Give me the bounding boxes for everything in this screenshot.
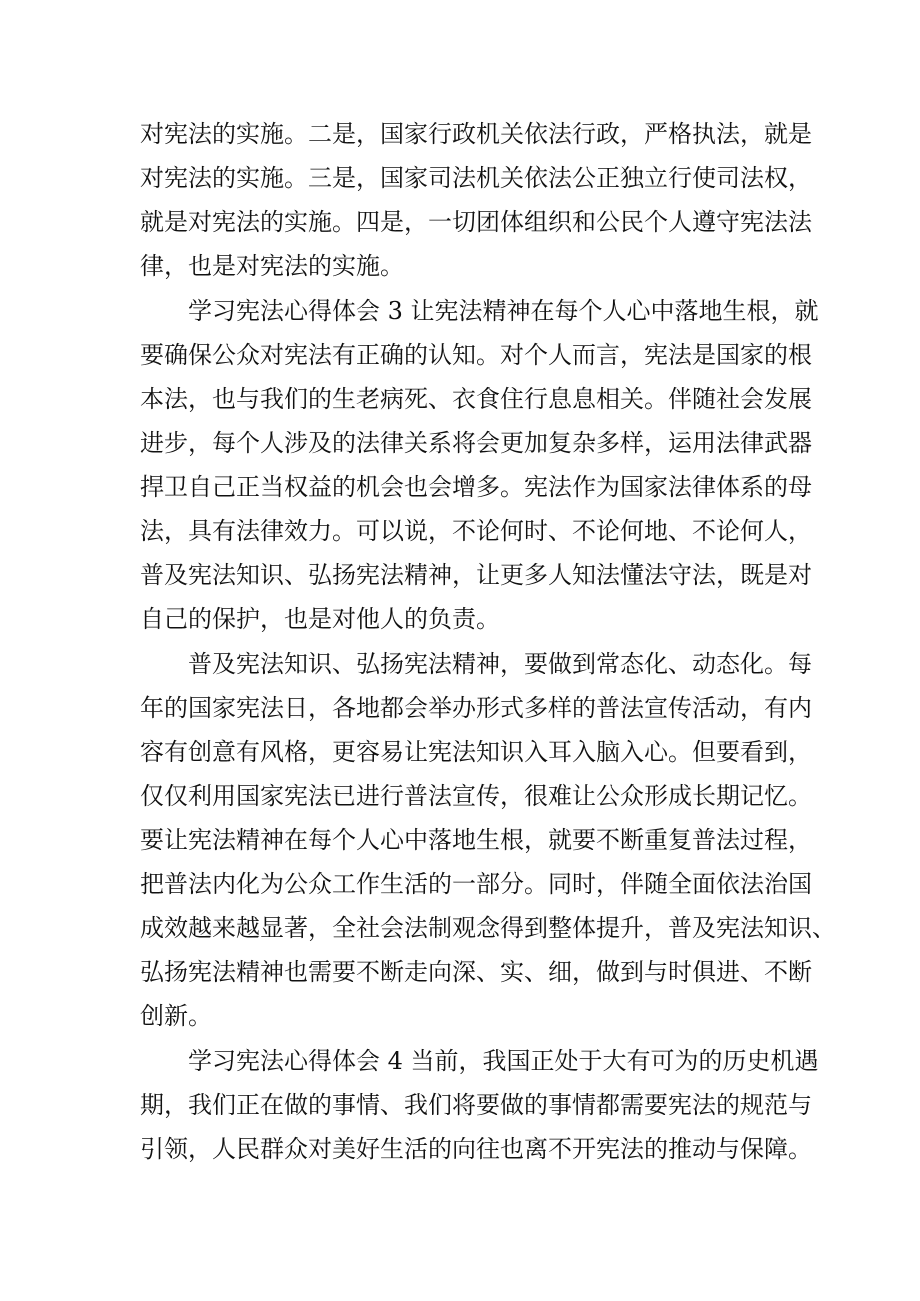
paragraph-1-line-4: 律，也是对宪法的实施。 xyxy=(140,252,404,280)
paragraph-3-line-1: 普及宪法知识、弘扬宪法精神，要做到常态化、动态化。每 xyxy=(188,650,812,678)
paragraph-4-line-1: 学习宪法心得体会 4 当前，我国正处于大有可为的历史机遇 xyxy=(188,1047,819,1075)
paragraph-2-line-3: 本法，也与我们的生老病死、衣食住行息息相关。伴随社会发展 xyxy=(140,385,812,413)
paragraph-3-line-2: 年的国家宪法日，各地都会举办形式多样的普法宣传活动，有内 xyxy=(140,694,812,722)
paragraph-3-line-6: 把普法内化为公众工作生活的一部分。同时，伴随全面依法治国 xyxy=(140,870,812,898)
paragraph-2-line-8: 自己的保护，也是对他人的负责。 xyxy=(140,605,500,633)
paragraph-1-line-1: 对宪法的实施。二是，国家行政机关依法行政，严格执法，就是 xyxy=(140,120,812,148)
paragraph-2-line-7: 普及宪法知识、弘扬宪法精神，让更多人知法懂法守法，既是对 xyxy=(140,561,812,589)
paragraph-3-line-7: 成效越来越显著，全社会法制观念得到整体提升，普及宪法知识、 xyxy=(140,914,836,942)
paragraph-3-line-3: 容有创意有风格，更容易让宪法知识入耳入脑入心。但要看到， xyxy=(140,738,812,766)
paragraph-1-line-3: 就是对宪法的实施。四是，一切团体组织和公民个人遵守宪法法 xyxy=(140,208,812,236)
paragraph-3-line-4: 仅仅利用国家宪法已进行普法宣传，很难让公众形成长期记忆。 xyxy=(140,782,812,810)
paragraph-2-line-1: 学习宪法心得体会 3 让宪法精神在每个人心中落地生根，就 xyxy=(188,297,819,325)
paragraph-2-line-6: 法，具有法律效力。可以说，不论何时、不论何地、不论何人， xyxy=(140,517,812,545)
paragraph-2-line-4: 进步，每个人涉及的法律关系将会更加复杂多样，运用法律武器 xyxy=(140,429,812,457)
paragraph-4-line-2: 期，我们正在做的事情、我们将要做的事情都需要宪法的规范与 xyxy=(140,1091,812,1119)
paragraph-2-line-2: 要确保公众对宪法有正确的认知。对个人而言，宪法是国家的根 xyxy=(140,341,812,369)
paragraph-3-line-5: 要让宪法精神在每个人心中落地生根，就要不断重复普法过程， xyxy=(140,826,812,854)
paragraph-2-line-5: 捍卫自己正当权益的机会也会增多。宪法作为国家法律体系的母 xyxy=(140,473,812,501)
paragraph-4-line-3: 引领，人民群众对美好生活的向往也离不开宪法的推动与保障。 xyxy=(140,1135,812,1163)
paragraph-3-line-9: 创新。 xyxy=(140,1002,212,1030)
paragraph-1-line-2: 对宪法的实施。三是，国家司法机关依法公正独立行使司法权， xyxy=(140,164,812,192)
paragraph-3-line-8: 弘扬宪法精神也需要不断走向深、实、细，做到与时俱进、不断 xyxy=(140,958,812,986)
